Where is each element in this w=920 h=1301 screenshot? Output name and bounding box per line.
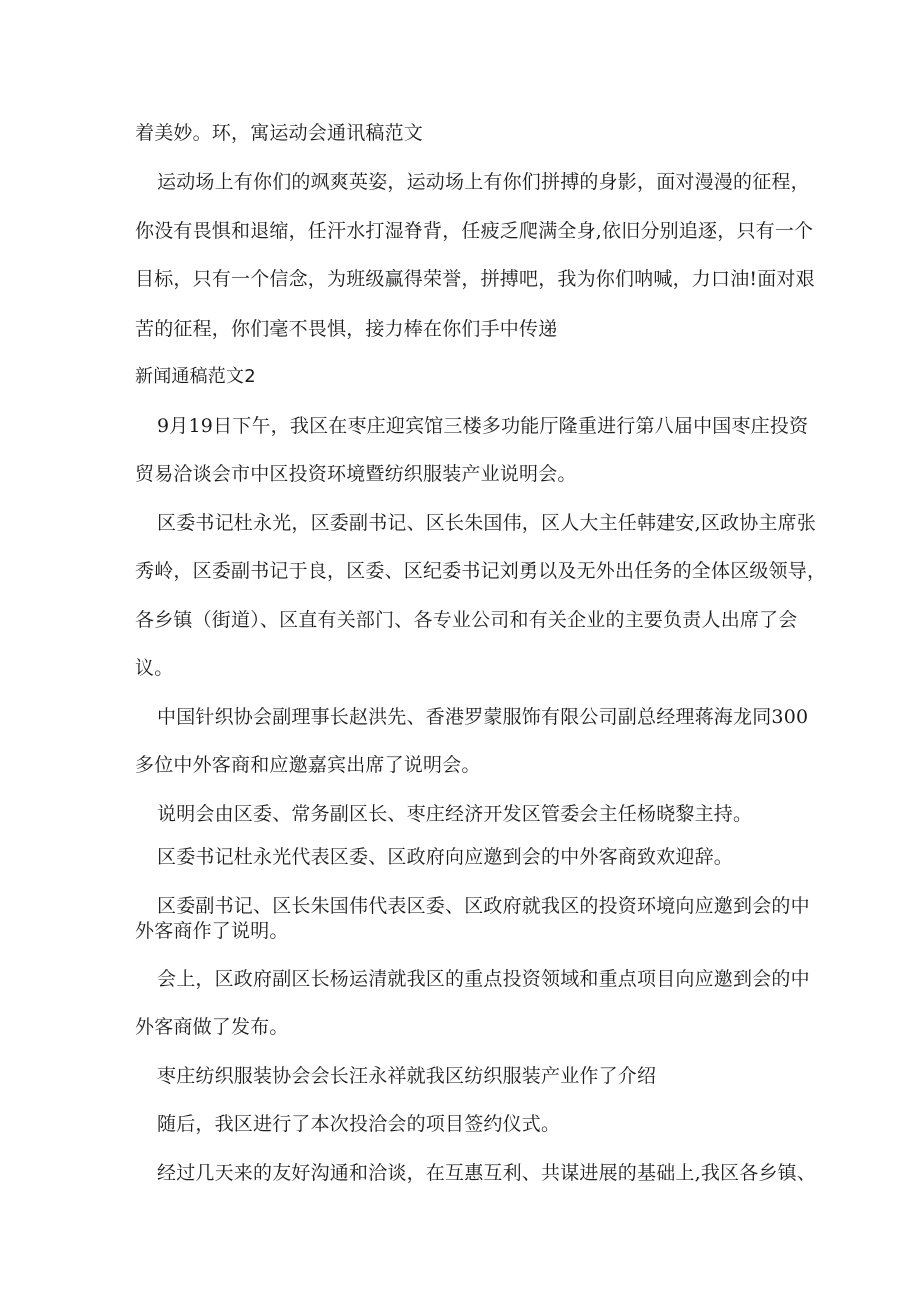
paragraph-line: 外客商作了说明。 (135, 920, 289, 942)
paragraph-line: 运动场上有你们的飒爽英姿，运动场上有你们拼搏的身影，面对漫漫的征程， (157, 171, 810, 193)
paragraph-line: 秀岭，区委副书记于良，区委、区纪委书记刘勇以及无外出任务的全体区级领导， (135, 560, 827, 582)
text-line: 着美妙。环，寓运动会通讯稿范文 (135, 122, 424, 144)
paragraph-line: 多位中外客商和应邀嘉宾出席了说明会。 (135, 754, 481, 776)
paragraph-line: 说明会由区委、常务副区长、枣庄经济开发区管委会主任杨晓黎主持。 (157, 803, 753, 825)
paragraph-line: 经过几天来的友好沟通和洽谈，在互惠互利、共谋进展的基础上,我区各乡镇、 (157, 1162, 817, 1184)
paragraph-line: 贸易洽谈会市中区投资环境暨纺织服装产业说明会。 (135, 463, 577, 485)
section-heading: 新闻通稿范文2 (135, 366, 256, 387)
paragraph-line: 外客商做了发布。 (135, 1016, 289, 1038)
paragraph-line: 苦的征程，你们毫不畏惧，接力棒在你们手中传递 (135, 318, 558, 340)
paragraph-line: 各乡镇（街道）、区直有关部门、各专业公司和有关企业的主要负责人出席了会 (135, 609, 798, 631)
paragraph-line: 区委副书记、区长朱国伟代表区委、区政府就我区的投资环境向应邀到会的中 (157, 895, 810, 917)
paragraph-line: 9月19日下午，我区在枣庄迎宾馆三楼多功能厅隆重进行第八届中国枣庄投资 (157, 415, 809, 437)
paragraph-line: 区委书记杜永光，区委副书记、区长朱国伟，区人大主任韩建安,区政协主席张 (157, 512, 817, 534)
paragraph-line: 会上，区政府副区长杨运清就我区的重点投资领域和重点项目向应邀到会的中 (157, 968, 810, 990)
paragraph-line: 中国针织协会副理事长赵洪先、香港罗蒙服饰有限公司副总经理蒋海龙同300 (157, 706, 809, 728)
paragraph-line: 目标，只有一个信念，为班级赢得荣誉，拼搏吧，我为你们呐喊，力口油!面对艰 (135, 268, 815, 290)
paragraph-line: 区委书记杜永光代表区委、区政府向应邀到会的中外客商致欢迎辞。 (157, 846, 734, 868)
paragraph-line: 你没有畏惧和退缩，任汗水打湿脊背，任疲乏爬满全身,依旧分别追逐，只有一个 (135, 220, 814, 242)
paragraph-line: 议。 (135, 657, 174, 679)
paragraph-line: 枣庄纺织服装协会会长汪永祥就我区纺织服装产业作了介绍 (157, 1065, 657, 1087)
paragraph-line: 随后，我区进行了本次投洽会的项目签约仪式。 (157, 1113, 561, 1135)
